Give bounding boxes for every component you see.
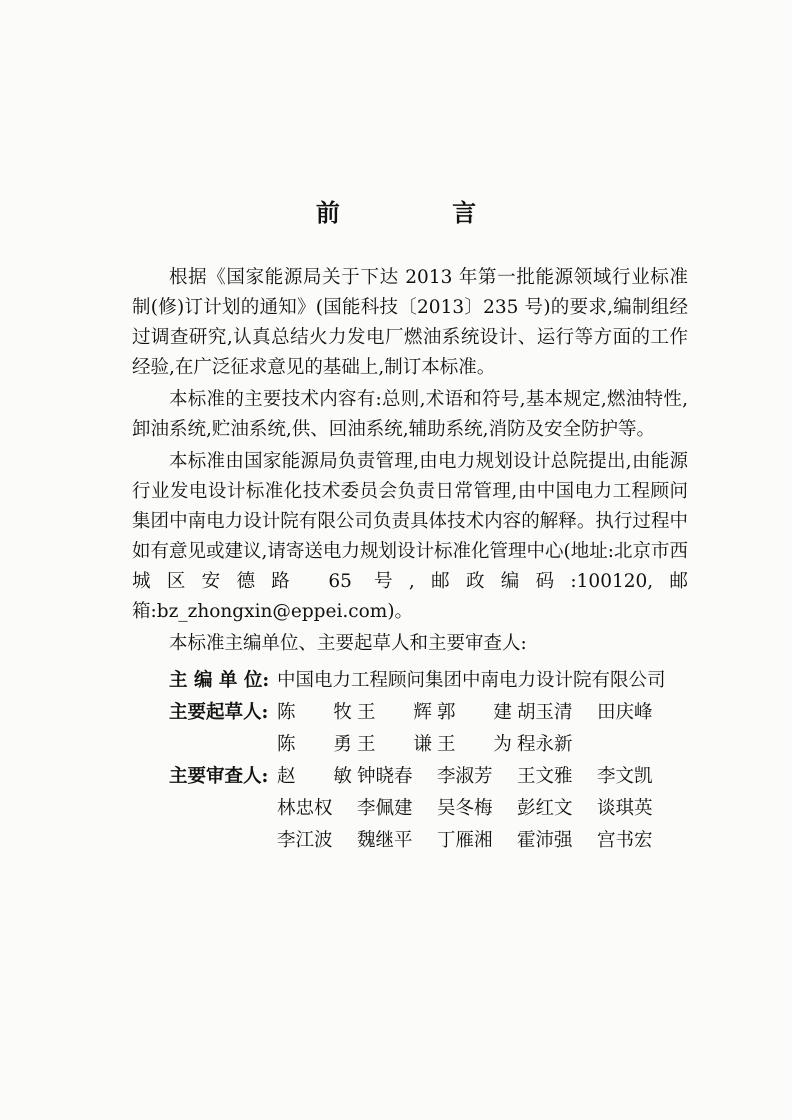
person-name: 吴冬梅 [437,798,493,819]
person-name: 王文雅 [517,766,573,787]
reviewers-label: 主要审查人: [169,766,269,787]
person-name: 程永新 [517,734,573,755]
person-name: 李佩建 [357,798,413,819]
drafters-row-continued [132,729,688,761]
person-name: 胡玉清 [517,702,573,723]
reviewers-row [132,761,688,793]
person-name: 李淑芳 [437,766,493,787]
person-name: 魏继平 [357,830,413,851]
reviewers-names-line-2 [277,794,677,824]
reviewers-names-line-1 [277,762,677,792]
person-name: 钟晓春 [357,766,413,787]
person-name: 郭 建 [437,702,528,723]
page-title: 前 言 [315,198,529,227]
person-name: 李文凯 [597,766,653,787]
person-name: 陈 勇 [277,734,368,755]
person-name: 林忠权 [277,798,333,819]
person-name: 王 为 [437,734,528,755]
reviewers-names-line-3 [277,826,677,856]
person-name: 丁雁湘 [437,830,493,851]
reviewers-row-continued [132,825,688,857]
person-name: 王 辉 [357,702,448,723]
person-name: 谈琪英 [597,798,653,819]
person-name: 霍沛强 [517,830,573,851]
reviewers-row-continued [132,793,688,825]
drafters-label: 主要起草人: [169,702,269,723]
chief-unit-label: 主 编 单 位: [169,670,270,691]
person-name: 赵 敏 [277,766,368,787]
paragraph-basis: 根据《国家能源局关于下达 2013 年第一批能源领域行业标准制(修)订计划的通知》(国能科技〔2013〕235 号)的要求,编制组经过调查研究,认真总结火力发电厂燃油系统设计、运行等方面的工作经验,在广泛征求意见的基础上,制订本标准。 [132,267,688,378]
person-name: 李江波 [277,830,333,851]
drafters-names-line-2 [277,730,597,760]
person-name: 宫书宏 [597,830,653,851]
person-name: 陈 牧 [277,702,368,723]
paragraph-management: 本标准由国家能源局负责管理,由电力规划设计总院提出,由能源行业发电设计标准化技术委员会负责日常管理,由中国电力工程顾问集团中南电力设计院有限公司负责具体技术内容的解释。执行过程中如有意见或建议,请寄送电力规划设计标准化管理中心(地址:北京市西城区安德路 65 号,邮政编码:100120,邮箱:bz_zhongxin@eppei.com)。 [132,451,688,622]
person-name: 王 谦 [357,734,448,755]
preface-body [132,263,688,857]
person-name: 彭红文 [517,798,573,819]
drafters-names-line-1 [277,698,677,728]
contributors-roster [132,665,688,857]
paragraph-content: 本标准的主要技术内容有:总则,术语和符号,基本规定,燃油特性,卸油系统,贮油系统,供、回油系统,辅助系统,消防及安全防护等。 [132,389,688,440]
chief-unit-value: 中国电力工程顾问集团中南电力设计院有限公司 [277,670,666,691]
chief-unit-row [132,665,688,697]
paragraph-contributors-intro: 本标准主编单位、主要起草人和主要审查人: [169,633,527,654]
person-name: 田庆峰 [597,702,653,723]
drafters-row [132,697,688,729]
